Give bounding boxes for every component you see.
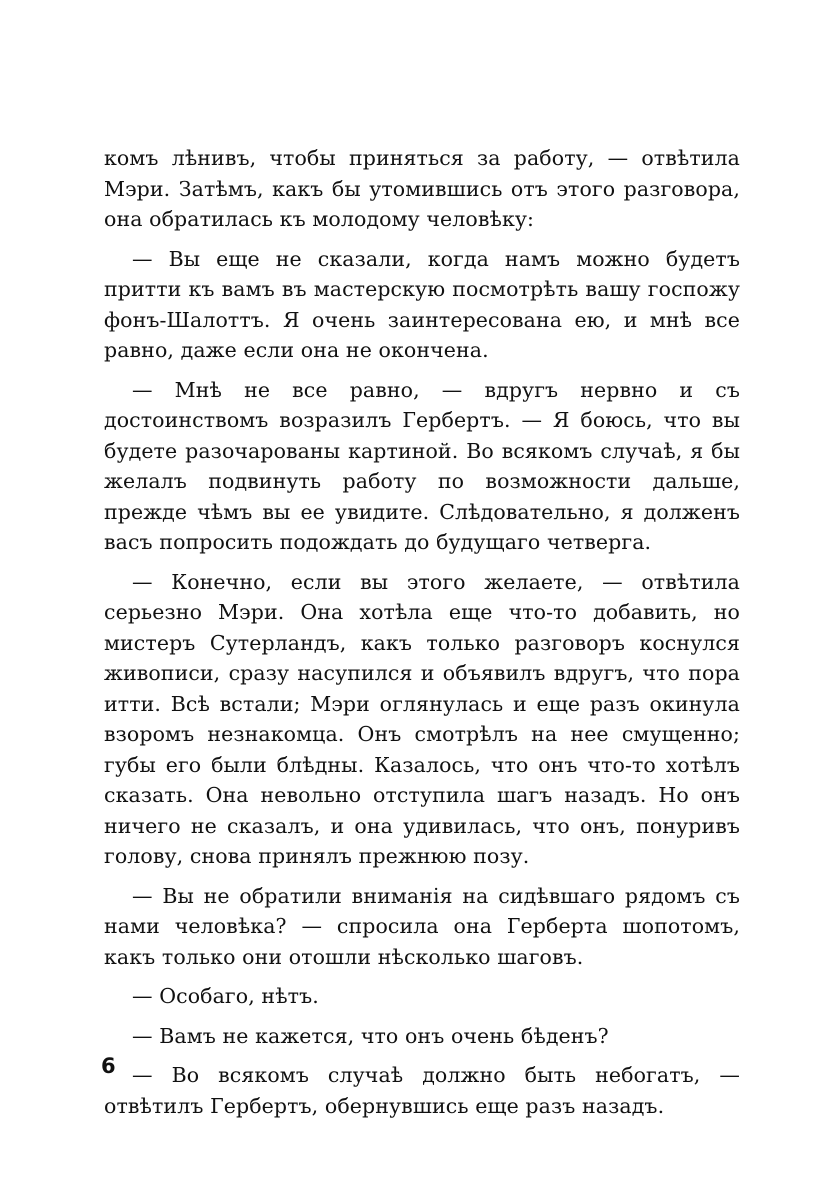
paragraph-mary-leaves: — Конечно, если вы этого желаете, — отвѣтила серьезно Мэри. Она хотѣла еще что-то добавить, но мистеръ Сутерландъ, какъ только разговоръ коснулся живописи, сразу насупился и объявилъ вдругъ, что пора итти. Всѣ встали; Мэри оглянулась и еще разъ окинула взоромъ незнакомца. Онъ смотрѣлъ на нее смущенно; губы его были блѣдны. Казалось, что онъ что-то хотѣлъ сказать. Она невольно отступила шагъ назадъ. Но онъ ничего не сказалъ, и она удивилась, что онъ, понуривъ голову, снова принялъ прежнюю позу. (104, 569, 740, 868)
paragraph-herbert-short-answer: — Особаго, нѣтъ. (132, 984, 319, 1008)
paragraph-continuation: комъ лѣнивъ, чтобы приняться за работу, — отвѣтила Мэри. Затѣмъ, какъ бы утомившись отъ этого разговора, она обратилась къ молодому человѣку: (104, 146, 740, 231)
body-text (104, 143, 740, 1130)
page-number: 6 (101, 1054, 116, 1078)
paragraph-herbert-final: — Во всякомъ случаѣ должно быть небогатъ, — отвѣтилъ Гербертъ, обернувшись еще разъ назадъ. (104, 1063, 740, 1118)
paragraph-mary-whispers: — Вы не обратили вниманія на сидѣвшаго рядомъ съ нами человѣка? — спросила она Герберта шопотомъ, какъ только они отошли нѣсколько шаговъ. (104, 883, 740, 969)
paragraph-mary-asks-visit: — Вы еще не сказали, когда намъ можно будетъ притти къ вамъ въ мастерскую посмотрѣть вашу госпожу фонъ-Шалоттъ. Я очень заинтересована ею, и мнѣ все равно, даже если она не окончена. (104, 246, 740, 362)
paragraph-herbert-replies: — Мнѣ не все равно, — вдругъ нервно и съ достоинствомъ возразилъ Гербертъ. — Я боюсь, что вы будете разочарованы картиной. Во всякомъ случаѣ, я бы желалъ подвинуть работу по возможности дальше, прежде чѣмъ вы ее увидите. Слѣдовательно, я долженъ васъ попросить подождать до будущаго четверга. (104, 377, 740, 554)
paragraph-mary-question: — Вамъ не кажется, что онъ очень бѣденъ? (132, 1023, 609, 1048)
